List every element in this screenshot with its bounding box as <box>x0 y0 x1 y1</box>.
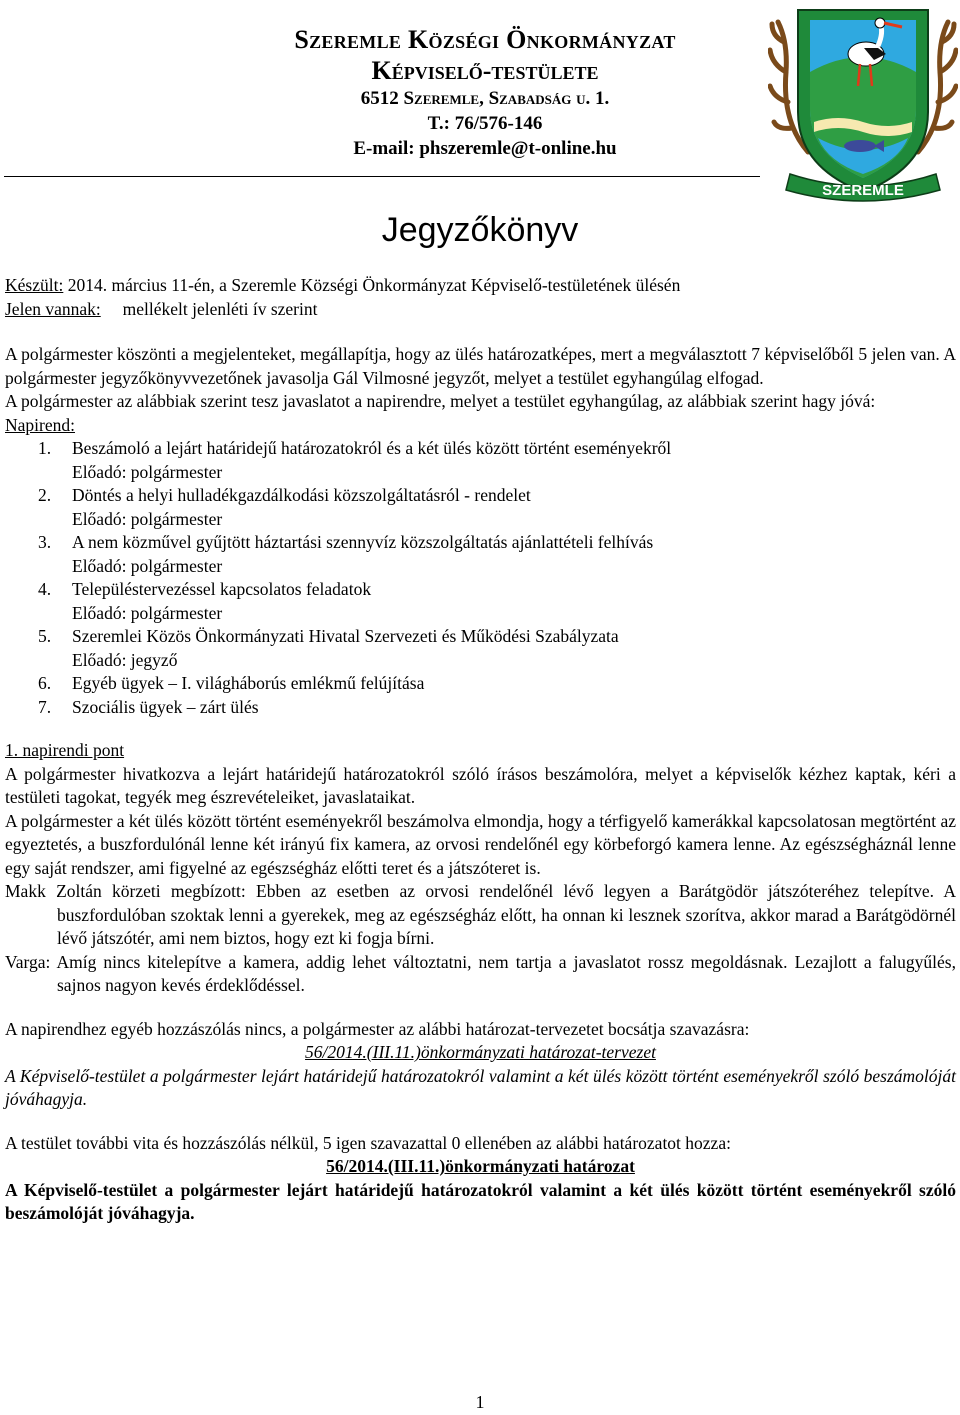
section-paragraph-6: A testület további vita és hozzászólás nélkül, 5 igen szavazattal 0 ellenében az alábbi határozatot hozza: <box>5 1132 731 1153</box>
org-body: Képviselő-testülete <box>371 56 599 85</box>
present-label: Jelen vannak: <box>5 298 101 319</box>
resolution-heading: 56/2014.(III.11.)önkormányzati határozat <box>326 1156 635 1176</box>
letterhead-text <box>210 24 760 161</box>
draft-resolution-heading: 56/2014.(III.11.)önkormányzati határozat-tervezet <box>305 1042 656 1062</box>
section-paragraph-3: Makk Zoltán körzeti megbízott: Ebben az esetben az orvosi rendelőnél lévő legyen a Barátgödör játszóteréhez telepítve. A buszfordulóban szoktak lenni a gyerekek, meg az egészségház előtt, ha onnan ki lesznek szorítva, akkor marad a Barátgödörnél lévő játszótér, ami nem biztos, hogy ezt ki fogja bírni. <box>5 881 956 948</box>
present-line <box>5 298 956 322</box>
agenda-presenter: Előadó: jegyző <box>72 649 178 670</box>
agenda-label: Napirend: <box>5 414 75 435</box>
section-paragraph-2: A polgármester a két ülés között történt eseményekről beszámolva elmondja, hogy a térfigyelő kamerákkal kapcsolatosan megtörtént az egyeztetés, a buszfordulónál lenne két irányú fix kamera, az orvosi rendelőnél egy körbeforgó kamera lenne. Az egészségháznál lenne egy saját rendszer, ami figyelné az egészségház előtti teret és a játszóteret is. <box>5 810 956 878</box>
present-text: mellékelt jelenléti ív szerint <box>122 298 318 319</box>
agenda-list <box>5 437 956 719</box>
agenda-presenter: Előadó: polgármester <box>72 602 223 623</box>
agenda-item: 6. Egyéb ügyek – I. világháborús emlékmű felújítása <box>38 673 425 693</box>
header-divider <box>4 176 760 177</box>
crest-banner-text: SZEREMLE <box>822 182 904 199</box>
org-email: E-mail: phszeremle@t-online.hu <box>353 138 617 159</box>
org-phone: T.: 76/576-146 <box>427 113 543 134</box>
section-heading: 1. napirendi pont <box>5 740 125 760</box>
org-address: 6512 Szeremle, Szabadság u. 1. <box>360 88 610 109</box>
intro-paragraph-2: A polgármester az alábbiak szerint tesz javaslatot a napirendre, melyet a testület egyhangúlag, az alábbiak szerint hagy jóvá: <box>5 391 876 411</box>
letterhead <box>0 0 960 200</box>
agenda-item: 1. Beszámoló a lejárt határidejű határozatokról és a két ülés között történt eseményekről <box>38 438 672 458</box>
agenda-item: 2. Döntés a helyi hulladékgazdálkodási közszolgáltatásról - rendelet <box>38 485 531 505</box>
section-paragraph-4: Varga: Amíg nincs kitelepítve a kamera, addig lehet változtatni, nem tartja a javaslatot rossz megoldásnak. Lezajlott a falugyűlés, sajnos nagyon kevés érdeklődéssel. <box>5 951 956 995</box>
resolution-text: A Képviselő-testület a polgármester lejárt határidejű határozatokról valamint a két ülés között történt eseményekről szóló beszámolóját jóváhagyja. <box>5 1179 956 1223</box>
made-label: Készült: <box>5 275 64 295</box>
draft-resolution-text: A Képviselő-testület a polgármester lejárt határidejű határozatokról valamint a két ülés között történt eseményekről szóló beszámolóját jóváhagyja. <box>5 1065 956 1109</box>
intro-paragraph-1: A polgármester köszönti a megjelenteket, megállapítja, hogy az ülés határozatképes, mert a megválasztott 7 képviselőből 5 jelen van. A polgármester jegyzőkönyvvezetőnek javasolja Gál Vilmosné jegyzőt, melyet a testület egyhangúlag elfogad. <box>5 344 956 388</box>
document-body <box>5 274 956 1226</box>
agenda-presenter: Előadó: polgármester <box>72 555 223 576</box>
section-paragraph-1: A polgármester hivatkozva a lejárt határidejű határozatokról szóló írásos beszámolóra, melyet a képviselők kézhez kaptak, kéri a testületi tagokat, tegyék meg észrevételeiket, javaslataikat. <box>5 763 956 807</box>
org-name: Szeremle Községi Önkormányzat <box>294 25 676 54</box>
agenda-presenter: Előadó: polgármester <box>72 461 223 482</box>
section-paragraph-5: A napirendhez egyéb hozzászólás nincs, a polgármester az alábbi határozat-tervezetet bocsátja szavazásra: <box>5 1018 750 1039</box>
agenda-item: 7. Szociális ügyek – zárt ülés <box>38 696 259 717</box>
document-title: Jegyzőkönyv <box>381 211 579 249</box>
agenda-item: 4. Településtervezéssel kapcsolatos feladatok <box>38 579 372 599</box>
made-text: 2014. március 11-én, a Szeremle Községi Önkormányzat Képviselő-testületének ülésén <box>67 275 681 295</box>
agenda-item: 5. Szeremlei Közös Önkormányzati Hivatal Szervezeti és Működési Szabályzata <box>38 626 619 646</box>
page-number: 1 <box>475 1392 485 1412</box>
made-line <box>5 274 956 298</box>
coat-of-arms-icon <box>768 2 958 206</box>
agenda-item: 3. A nem közművel gyűjtött háztartási szennyvíz közszolgáltatás ajánlattételi felhívás <box>38 532 654 552</box>
agenda-presenter: Előadó: polgármester <box>72 508 223 529</box>
